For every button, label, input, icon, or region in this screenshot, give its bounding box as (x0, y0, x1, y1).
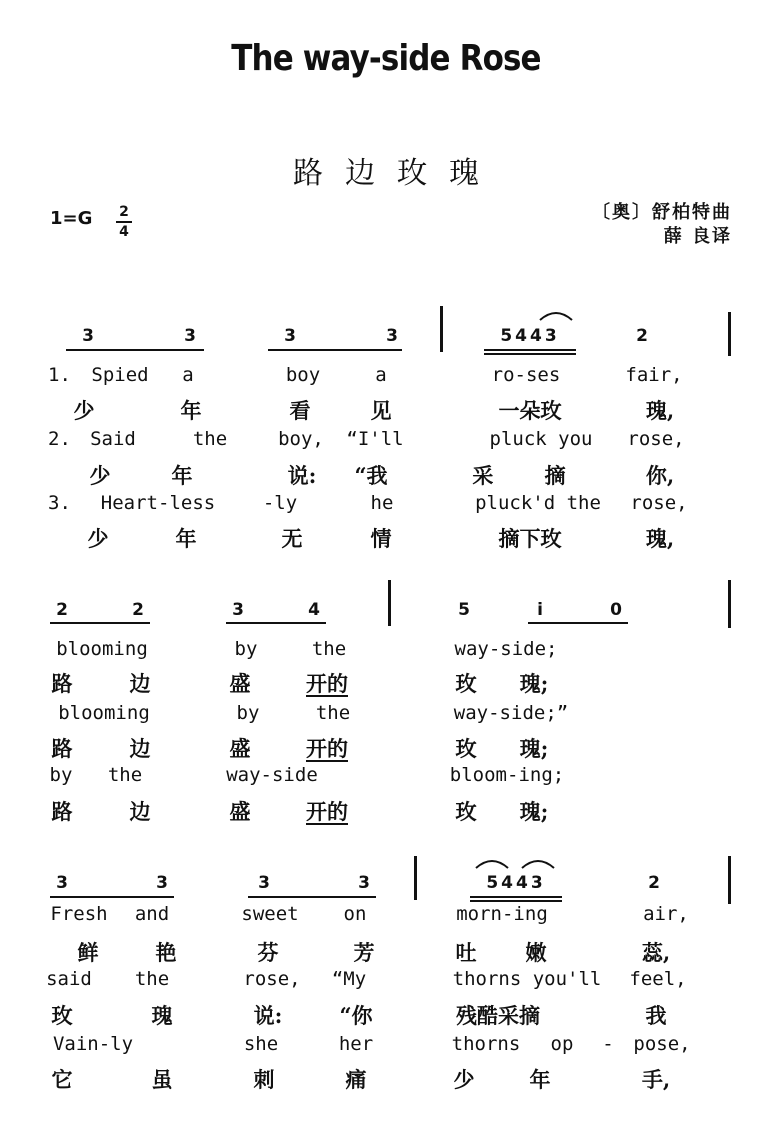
barline (440, 306, 443, 352)
beam (66, 349, 204, 351)
lyric-zh: 年 (175, 526, 197, 551)
note: 5 (458, 600, 470, 620)
beam (226, 622, 326, 624)
note: i (537, 600, 543, 620)
time-denominator: 4 (119, 224, 129, 240)
lyric-zh: 鲜 (77, 940, 99, 965)
lyric-zh: 艳 (155, 940, 177, 965)
lyric-zh: 盛 (229, 799, 251, 824)
lyric-zh: 盛 (229, 671, 251, 696)
lyric: feel, (629, 968, 687, 990)
lyric: “I'll (346, 428, 404, 450)
translator-credit: 薛 良译 (663, 226, 732, 247)
lyric-zh: 采 摘 (472, 463, 588, 488)
lyric-zh: 瑰; (519, 736, 549, 761)
lyric-zh: 边 (129, 736, 151, 761)
time-fraction-bar (116, 221, 132, 223)
note: 3 (56, 873, 68, 893)
lyric-zh: 路 (51, 671, 73, 696)
lyric-zh: 手, (641, 1067, 671, 1092)
lyric: Heart-less (100, 492, 216, 514)
lyric: bloom-ing; (449, 764, 565, 786)
lyric: he (370, 492, 394, 514)
beam (470, 900, 562, 902)
note: 2 (56, 600, 68, 620)
lyric-zh: 蕊, (641, 940, 671, 965)
lyric-zh: 摘下玫 (498, 526, 562, 551)
lyric-zh: “你 (339, 1003, 373, 1028)
lyric: the (134, 968, 170, 990)
note: 2 (132, 600, 144, 620)
lyric: - (602, 1033, 614, 1055)
lyric-zh: 瑰; (519, 671, 549, 696)
lyric: said (46, 968, 92, 990)
lyric: boy, (278, 428, 324, 450)
lyric: way-side; (454, 638, 558, 660)
time-numerator: 2 (119, 204, 129, 220)
rest: 0 (610, 600, 622, 620)
beam (528, 622, 628, 624)
lyric: and (134, 903, 170, 925)
lyric: -ly (262, 492, 298, 514)
slur (538, 308, 574, 322)
lyric: by (234, 638, 258, 660)
lyric-zh: 边 (129, 671, 151, 696)
lyric-zh: 玫 (455, 799, 477, 824)
lyric: the (192, 428, 228, 450)
lyric-zh: 说: (253, 1003, 283, 1028)
lyric-zh: 吐 (455, 940, 477, 965)
lyric-zh: 少 (73, 398, 95, 423)
lyric-zh: 残酷采摘 (456, 1003, 540, 1028)
lyric-zh: 玫 (455, 671, 477, 696)
lyric: Vain-ly (52, 1033, 134, 1055)
song-subtitle: 路边玫瑰 (293, 156, 501, 191)
lyric: pluck'd the (475, 492, 601, 514)
lyric: “My (331, 968, 367, 990)
song-title: The way-side Rose (231, 38, 541, 79)
lyric: a (375, 364, 387, 386)
lyric: Said (90, 428, 136, 450)
verse-number: 2. (48, 428, 71, 450)
beam (50, 622, 150, 624)
lyric: she (243, 1033, 279, 1055)
lyric-zh: 芬 (257, 940, 279, 965)
slur (520, 856, 556, 870)
lyric-zh: 玫 (51, 1003, 73, 1028)
note-group: 5443 (486, 873, 546, 893)
lyric-zh: 嫩 (525, 940, 547, 965)
lyric: pluck you (489, 428, 593, 450)
slur (474, 856, 510, 870)
lyric-zh: 年 (171, 463, 193, 488)
lyric: way-side (226, 764, 318, 786)
lyric-zh: 开的 (306, 671, 348, 696)
note: 2 (648, 873, 660, 893)
composer-credit: 〔奥〕舒柏特曲 (592, 202, 732, 223)
beam (248, 896, 376, 898)
lyric: rose, (627, 428, 685, 450)
lyric-zh: 路 (51, 799, 73, 824)
lyric-zh: 开的 (306, 799, 348, 824)
lyric: by (236, 702, 260, 724)
lyric: the (107, 764, 143, 786)
lyric-zh: 年 (180, 398, 202, 423)
lyric: op (550, 1033, 574, 1055)
lyric-zh: 一朵玫 (498, 398, 562, 423)
lyric-zh: 痛 (345, 1067, 367, 1092)
lyric-zh: 虽 (151, 1067, 173, 1092)
note: 3 (232, 600, 244, 620)
note: 3 (358, 873, 370, 893)
note-group: 5443 (500, 326, 560, 346)
lyric-zh: 我 (645, 1003, 667, 1028)
lyric: the (315, 702, 351, 724)
lyric-zh: 瑰; (519, 799, 549, 824)
note: 3 (258, 873, 270, 893)
note: 3 (82, 326, 94, 346)
lyric-zh: 说: (287, 463, 317, 488)
lyric-zh: 看 (289, 398, 311, 423)
time-signature (116, 204, 132, 240)
lyric-zh: 见 (370, 398, 392, 423)
lyric-zh: 路 (51, 736, 73, 761)
lyric-zh: 情 (370, 526, 392, 551)
lyric-zh: “我 (354, 463, 388, 488)
lyric: Spied (91, 364, 149, 386)
note: 3 (156, 873, 168, 893)
lyric: air, (643, 903, 689, 925)
lyric: morn-ing (456, 903, 548, 925)
note: 3 (284, 326, 296, 346)
beam (50, 896, 174, 898)
note: 3 (386, 326, 398, 346)
lyric: ro-ses (491, 364, 561, 386)
lyric: blooming (58, 702, 150, 724)
lyric-zh: 盛 (229, 736, 251, 761)
lyric: fair, (625, 364, 683, 386)
lyric-zh: 少 (87, 526, 109, 551)
lyric: thorns (451, 1033, 521, 1055)
lyric-zh: 玫 (455, 736, 477, 761)
beam (484, 349, 576, 351)
key-signature: 1=G (50, 208, 93, 229)
lyric-zh: 少 (89, 463, 111, 488)
barline (388, 580, 391, 626)
lyric-zh: 无 (281, 526, 303, 551)
lyric: thorns you'll (452, 968, 602, 990)
lyric: rose, (630, 492, 688, 514)
lyric-zh: 瑰 (151, 1003, 173, 1028)
lyric-zh: 瑰, (645, 526, 675, 551)
lyric: by (49, 764, 73, 786)
barline (728, 856, 731, 904)
lyric-zh: 年 (529, 1067, 551, 1092)
note: 3 (184, 326, 196, 346)
beam (484, 353, 576, 355)
lyric: on (343, 903, 367, 925)
lyric-zh: 芳 (353, 940, 375, 965)
note: 2 (636, 326, 648, 346)
lyric: Fresh (50, 903, 108, 925)
lyric-zh: 开的 (306, 736, 348, 761)
barline (414, 856, 417, 900)
lyric-zh: 刺 (253, 1067, 275, 1092)
lyric: rose, (243, 968, 301, 990)
lyric-zh: 它 (51, 1067, 73, 1092)
verse-number: 1. (48, 364, 71, 386)
lyric: boy (285, 364, 321, 386)
lyric: pose, (633, 1033, 691, 1055)
beam (268, 349, 402, 351)
lyric: the (311, 638, 347, 660)
lyric: a (182, 364, 194, 386)
verse-number: 3. (48, 492, 71, 514)
note: 4 (308, 600, 320, 620)
lyric: way-side;” (453, 702, 569, 724)
barline (728, 580, 731, 628)
barline (728, 312, 731, 356)
lyric-zh: 瑰, (645, 398, 675, 423)
lyric-zh: 少 (453, 1067, 475, 1092)
lyric-zh: 你, (645, 463, 675, 488)
beam (470, 896, 562, 898)
lyric: sweet (241, 903, 299, 925)
lyric-zh: 边 (129, 799, 151, 824)
lyric: her (338, 1033, 374, 1055)
lyric: blooming (56, 638, 148, 660)
